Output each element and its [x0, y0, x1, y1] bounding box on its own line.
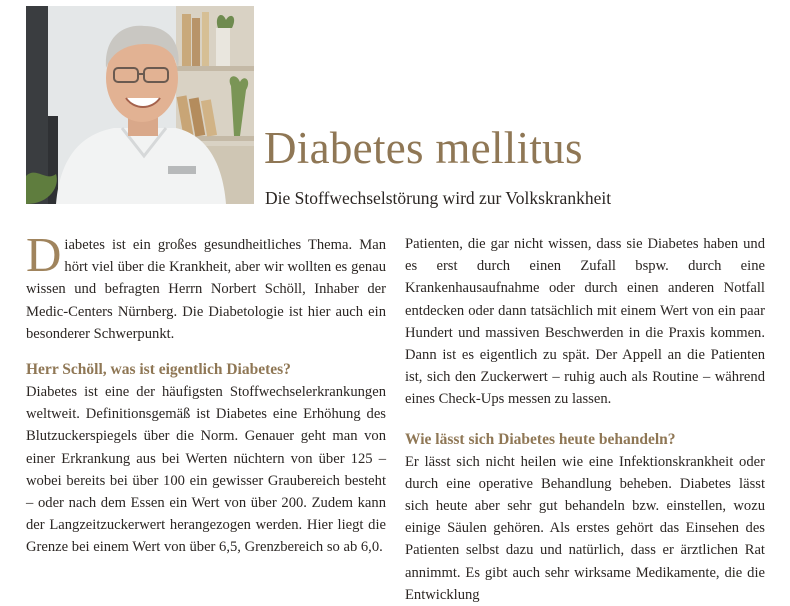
question-heading-1: Herr Schöll, was ist eigentlich Diabetes? [26, 361, 291, 379]
continued-paragraph: Patienten, die gar nicht wissen, dass sie Diabetes haben und es erst durch einen Zufall bspw. durch eine Krankenhausaufnahme oder durch einen anderen Notfall entdecken oder dann tatsächlich mit einem Wert von ein paar Hundert und massiven Beschwerden in die Praxis kommen. Dann ist es eigentlich zu spät. Der Appell an die Patienten ist, sich den Zuckerwert – ruhig auch als Routine – während eines Check-Ups messen zu lassen. [405, 236, 765, 408]
answer-paragraph-1: Diabetes ist eine der häufigsten Stoffwechselerkrankungen weltweit. Definitionsgemäß ist Diabetes eine Erhöhung des Blutzuckerspiegels über die Norm. Genauer geht man von einer Erkrankung aus bei Werten nüchtern von über 125 – wobei bereits bei über 100 ein gewisser Graubereich besteht – oder nach dem Essen ein Wert von über 200. Zudem kann der Langzeitzuckerwert herangezogen werden. Hier liegt die Grenze bei einem Wert von über 6,5, Grenzbereich so ab 6,0. [26, 384, 386, 556]
doctor-portrait-image [26, 6, 254, 204]
column-left [26, 227, 386, 559]
article-subtitle: Die Stoffwechselstörung wird zur Volkskrankheit [265, 188, 612, 208]
column-right [405, 233, 765, 606]
question-heading-2: Wie lässt sich Diabetes heute behandeln? [405, 430, 676, 448]
portrait-photo [26, 6, 254, 204]
answer-paragraph-2: Er lässt sich nicht heilen wie eine Infektionskrankheit oder durch eine operative Behandlung beheben. Diabetes lässt sich heute aber sehr gut behandeln bzw. einstellen, wozu einige Säulen gehören. Als erstes gehört das Einsehen des Patienten selbst dazu und natürlich, dass er ärztlichen Rat annimmt. Es gibt auch sehr wirksame Medikamente, die die Entwicklung [405, 453, 765, 603]
article-title: Diabetes mellitus [264, 123, 583, 173]
intro-paragraph: Diabetes ist ein großes gesundheitliches Thema. Man hört viel über die Krankheit, aber wir wollten es genau wissen und befragten Herrn Norbert Schöll, Inhaber der Medic-Centers Nürnberg. Die Diabetologie ist hier auch ein besonderer Schwerpunkt. [26, 227, 386, 342]
